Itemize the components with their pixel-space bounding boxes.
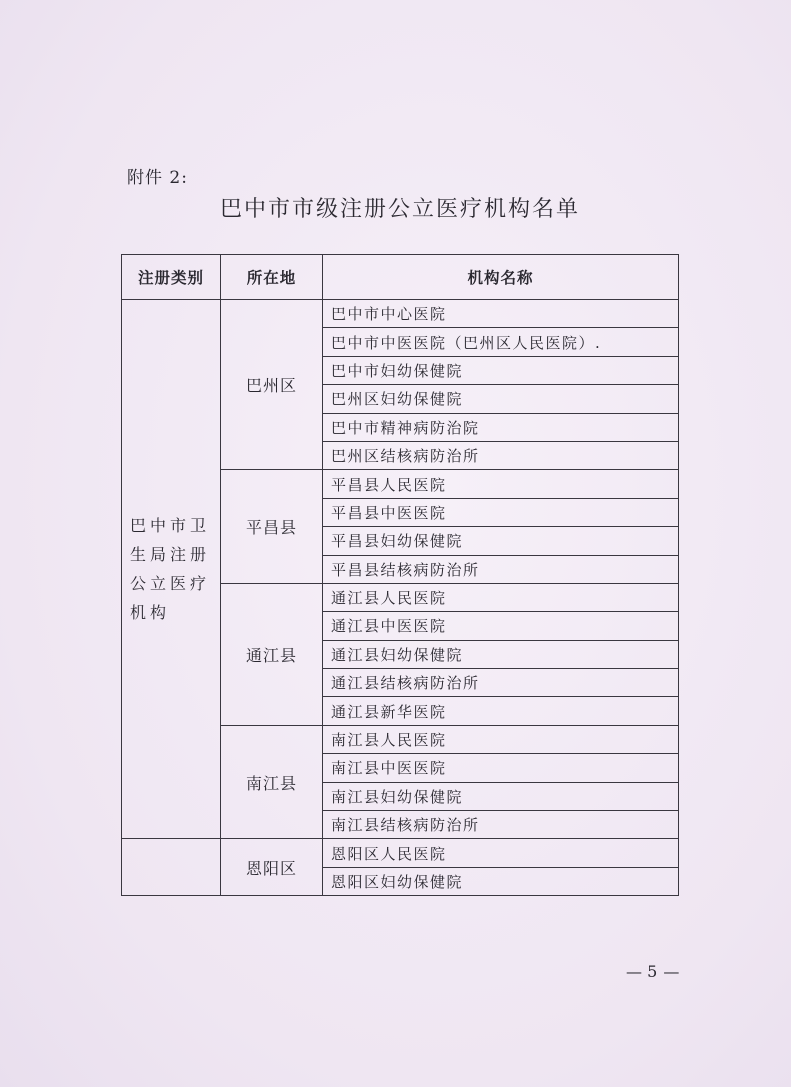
institution-name: 南江县中医医院 xyxy=(323,754,679,782)
institution-table xyxy=(121,254,679,896)
institution-name: 平昌县妇幼保健院 xyxy=(323,527,679,555)
header-category: 注册类别 xyxy=(122,255,221,300)
page-dash-left: — xyxy=(626,962,648,981)
empty-category-cell xyxy=(122,839,221,896)
table-row xyxy=(122,839,679,867)
attachment-label: 附件 2: xyxy=(127,168,188,188)
institution-name: 通江县新华医院 xyxy=(323,697,679,725)
page-dash-right: — xyxy=(658,962,680,981)
location-cell: 恩阳区 xyxy=(221,839,323,896)
institution-name: 南江县结核病防治所 xyxy=(323,811,679,839)
institution-name: 通江县中医医院 xyxy=(323,612,679,640)
institution-name: 巴州区妇幼保健院 xyxy=(323,385,679,413)
institution-name: 通江县妇幼保健院 xyxy=(323,640,679,668)
institution-name: 巴中市中心医院 xyxy=(323,300,679,328)
institution-name: 平昌县结核病防治所 xyxy=(323,555,679,583)
institution-name: 南江县人民医院 xyxy=(323,725,679,753)
institution-name: 巴中市精神病防治院 xyxy=(323,413,679,441)
location-cell: 巴州区 xyxy=(221,300,323,470)
institution-name: 通江县人民医院 xyxy=(323,583,679,611)
table-row xyxy=(122,300,679,328)
institution-name: 平昌县人民医院 xyxy=(323,470,679,498)
location-cell: 南江县 xyxy=(221,725,323,839)
category-cell: 巴中市卫生局注册公立医疗机构 xyxy=(122,300,221,839)
page-number-value: 5 xyxy=(647,962,659,981)
location-cell: 平昌县 xyxy=(221,470,323,584)
institution-name: 恩阳区妇幼保健院 xyxy=(323,867,679,895)
institution-name: 巴州区结核病防治所 xyxy=(323,441,679,469)
table-header-row xyxy=(122,255,679,300)
location-cell: 通江县 xyxy=(221,583,323,725)
page-number xyxy=(626,962,679,981)
institution-name: 恩阳区人民医院 xyxy=(323,839,679,867)
institution-name: 平昌县中医医院 xyxy=(323,498,679,526)
header-institution-name: 机构名称 xyxy=(323,255,679,300)
document-title: 巴中市市级注册公立医疗机构名单 xyxy=(219,197,580,222)
institution-name: 通江县结核病防治所 xyxy=(323,669,679,697)
institution-name: 南江县妇幼保健院 xyxy=(323,782,679,810)
institution-name: 巴中市妇幼保健院 xyxy=(323,356,679,384)
header-location: 所在地 xyxy=(221,255,323,300)
institution-name: 巴中市中医医院（巴州区人民医院）. xyxy=(323,328,679,356)
